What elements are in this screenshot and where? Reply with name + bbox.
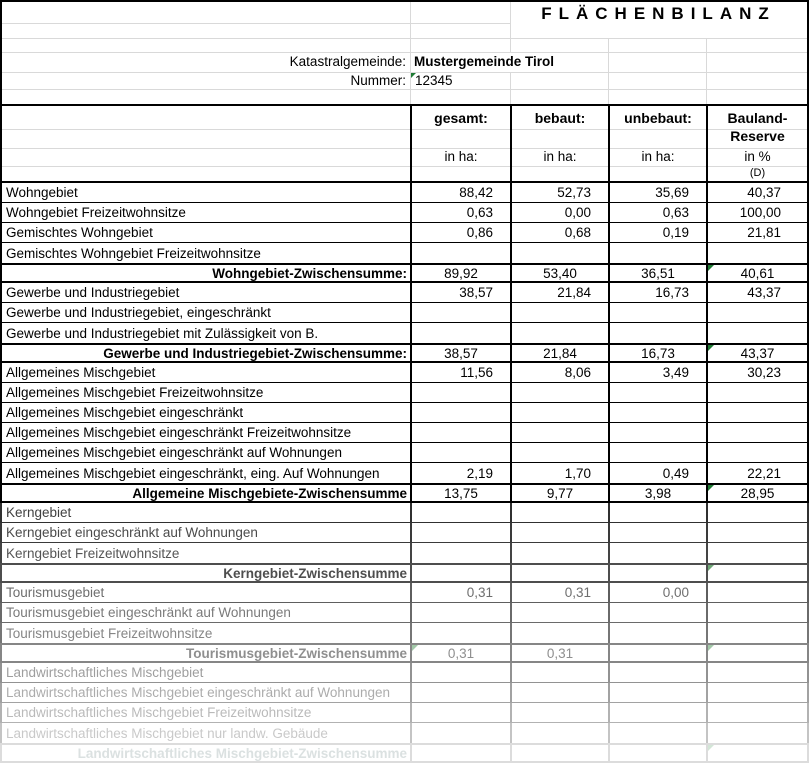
value-cell-bebaut[interactable]: 0,00 [510,203,608,222]
value-cell-gesamt[interactable]: 11,56 [410,363,510,382]
green-corner-marker-icon [708,565,714,571]
row-label-cell[interactable]: Gewerbe und Industriegebiet [6,285,180,300]
value-cell-bebaut[interactable] [510,443,608,462]
value-cell-unbebaut[interactable] [608,303,706,322]
value-cell-gesamt[interactable]: 0,31 [410,645,510,661]
value-cell-unbebaut[interactable] [608,543,706,563]
value-cell-bebaut[interactable]: 53,40 [510,265,608,281]
value-cell-bebaut[interactable]: 21,84 [510,283,608,302]
row-label-cell[interactable]: Allgemeines Mischgebiet eingeschränkt [6,405,244,420]
value-cell-bebaut[interactable] [510,243,608,263]
row-label-cell[interactable]: Kerngebiet [6,505,72,520]
row-label-cell[interactable]: Tourismusgebiet-Zwischensumme [185,645,407,661]
value-cell-bebaut[interactable] [510,745,608,761]
value-cell-gesamt[interactable] [410,303,510,322]
value-cell-gesamt[interactable] [410,523,510,542]
table-row [0,623,809,643]
value-cell-bebaut[interactable] [510,723,608,743]
value-cell-bebaut[interactable] [510,383,608,402]
row-label-cell[interactable]: Landwirtschaftliches Mischgebiet Freizeitwohnsitze [6,705,312,720]
gridline [410,2,411,104]
green-corner-marker-icon [708,645,714,651]
header-caption: Reserve [730,128,785,144]
value-cell-gesamt[interactable] [410,503,510,522]
value-cell-bauland_reserve[interactable] [706,503,807,522]
value-cell-unbebaut[interactable] [608,323,706,343]
table-row [0,303,809,323]
value-cell-gesamt[interactable] [410,623,510,643]
row-label-cell[interactable]: Wohngebiet-Zwischensumme: [212,265,407,281]
value-cell-gesamt[interactable]: 38,57 [410,283,510,302]
value-cell-bauland_reserve[interactable]: 100,00 [706,203,807,222]
value-cell-gesamt[interactable]: 2,19 [410,463,510,483]
subtotal-row [0,343,809,363]
gridline [2,38,807,39]
value-cell-unbebaut[interactable] [608,723,706,743]
header-col-bauland-reserve[interactable] [706,106,807,181]
table-row [0,603,809,623]
value-cell-unbebaut[interactable] [608,645,706,661]
table-header [0,104,809,183]
row-label-cell[interactable]: Tourismusgebiet [6,585,105,600]
value-cell-bauland_reserve[interactable] [706,645,807,661]
value-cell-gesamt[interactable] [410,443,510,462]
table-row [0,203,809,223]
gridline [608,38,609,104]
table-row [0,323,809,343]
table-row [0,463,809,483]
row-label-cell[interactable]: Kerngebiet Freizeitwohnsitze [6,545,180,561]
value-cell-bauland_reserve[interactable] [706,303,807,322]
katastralgemeinde-label[interactable]: Katastralgemeinde: [289,54,406,69]
table-body [0,183,809,763]
row-label-cell[interactable]: Landwirtschaftliches Mischgebiet-Zwischensumme [77,745,407,761]
top-meta-block [0,0,809,104]
value-cell-unbebaut[interactable] [608,745,706,761]
table-row [0,683,809,703]
green-corner-marker-icon [411,73,416,78]
value-cell-gesamt[interactable]: 89,92 [410,265,510,281]
value-cell-gesamt[interactable]: 0,63 [410,203,510,222]
value-cell-unbebaut[interactable] [608,703,706,722]
header-unit: in ha: [543,149,577,164]
subtotal-row [0,263,809,283]
value-cell-bauland_reserve[interactable] [706,383,807,402]
value-cell-gesamt[interactable] [410,723,510,743]
value-cell-bebaut[interactable] [510,683,608,702]
value-cell-unbebaut[interactable] [608,423,706,442]
value-cell-bauland_reserve[interactable]: 40,37 [706,183,807,202]
row-label-cell[interactable]: Tourismusgebiet Freizeitwohnsitze [6,625,213,641]
value-cell-gesamt[interactable] [410,403,510,422]
value-cell-bebaut[interactable]: 8,06 [510,363,608,382]
value-cell-unbebaut[interactable]: 0,63 [608,203,706,222]
value-cell-bebaut[interactable]: 0,68 [510,223,608,242]
value-cell-bebaut[interactable] [510,565,608,581]
table-row [0,383,809,403]
value-cell-bauland_reserve[interactable] [706,243,807,263]
header-caption: Bauland- [727,110,788,126]
value-cell-unbebaut[interactable] [608,443,706,462]
row-label-cell[interactable]: Wohngebiet [6,185,78,200]
value-cell-gesamt[interactable] [410,683,510,702]
value-cell-bebaut[interactable] [510,503,608,522]
gridline [2,23,510,24]
value-cell-unbebaut[interactable]: 3,98 [608,485,706,501]
value-cell-bauland_reserve[interactable] [706,745,807,761]
value-cell-bebaut[interactable] [510,603,608,622]
value-cell-unbebaut[interactable] [608,683,706,702]
gridline [706,38,707,104]
value-cell-bebaut[interactable] [510,423,608,442]
value-cell-unbebaut[interactable] [608,383,706,402]
row-label-cell[interactable]: Tourismusgebiet eingeschränkt auf Wohnungen [6,605,291,620]
row-label-cell[interactable]: Gemischtes Wohngebiet Freizeitwohnsitze [6,245,261,261]
value-cell-gesamt[interactable] [410,383,510,402]
value-cell-unbebaut[interactable]: 16,73 [608,345,706,361]
value-cell-bauland_reserve[interactable] [706,703,807,722]
value-cell-unbebaut[interactable]: 16,73 [608,283,706,302]
header-unit: in ha: [444,149,478,164]
table-row [0,503,809,523]
header-col-gesamt[interactable] [410,106,510,181]
value-cell-bauland_reserve[interactable] [706,403,807,422]
value-cell-bebaut[interactable]: 52,73 [510,183,608,202]
value-cell-bauland_reserve[interactable] [706,623,807,643]
table-row [0,443,809,463]
value-cell-bauland_reserve[interactable]: 43,37 [706,283,807,302]
subtotal-row [0,483,809,503]
subtotal-row [0,563,809,583]
value-cell-gesamt[interactable] [410,543,510,563]
value-cell-unbebaut[interactable] [608,623,706,643]
value-cell-bebaut[interactable] [510,323,608,343]
value-cell-gesamt[interactable] [410,663,510,682]
table-row [0,363,809,383]
value-cell-bauland_reserve[interactable] [706,565,807,581]
value-cell-bebaut[interactable] [510,303,608,322]
value-cell-unbebaut[interactable] [608,663,706,682]
value-cell-unbebaut[interactable] [608,603,706,622]
value-cell-bebaut[interactable]: 9,77 [510,485,608,501]
value-cell-unbebaut[interactable]: 3,49 [608,363,706,382]
value-cell-bebaut[interactable] [510,523,608,542]
green-corner-marker-icon [708,345,714,351]
green-corner-marker-icon [708,745,714,751]
table-row [0,583,809,603]
value-cell-unbebaut[interactable]: 0,00 [608,583,706,602]
header-col-unbebaut[interactable] [608,106,706,181]
row-label-cell[interactable]: Landwirtschaftliches Mischgebiet nur landw. Gebäude [6,725,328,741]
value-cell-bauland_reserve[interactable] [706,543,807,563]
table-row [0,283,809,303]
value-cell-bebaut[interactable]: 1,70 [510,463,608,483]
value-cell-bauland_reserve[interactable] [706,323,807,343]
row-label-cell[interactable]: Gewerbe und Industriegebiet-Zwischensumme: [103,345,407,361]
value-cell-bauland_reserve[interactable]: 40,61 [706,265,807,281]
value-cell-unbebaut[interactable]: 0,49 [608,463,706,483]
table-row [0,183,809,203]
sheet-title[interactable]: FLÄCHENBILANZ [541,4,776,23]
value-cell-bauland_reserve[interactable] [706,423,807,442]
header-footnote: (D) [749,167,766,179]
value-cell-gesamt[interactable]: 0,86 [410,223,510,242]
header-caption: bebaut: [534,110,586,126]
value-cell-gesamt[interactable] [410,323,510,343]
value-cell-unbebaut[interactable] [608,565,706,581]
value-cell-gesamt[interactable] [410,603,510,622]
table-row [0,403,809,423]
value-cell-gesamt[interactable]: 13,75 [410,485,510,501]
green-corner-marker-icon [708,485,714,491]
row-label-cell[interactable]: Allgemeines Mischgebiet eingeschränkt auf Wohnungen [6,445,342,460]
value-cell-unbebaut[interactable]: 0,19 [608,223,706,242]
value-cell-bebaut[interactable] [510,543,608,563]
row-label-cell[interactable]: Allgemeines Mischgebiet eingeschränkt Freizeitwohnsitze [6,425,352,440]
value-cell-bebaut[interactable] [510,623,608,643]
nummer-label[interactable]: Nummer: [350,73,406,88]
table-row [0,223,809,243]
table-row [0,723,809,743]
value-cell-bauland_reserve[interactable] [706,603,807,622]
value-cell-unbebaut[interactable]: 35,69 [608,183,706,202]
row-label-cell[interactable]: Landwirtschaftliches Mischgebiet [6,665,204,680]
value-cell-bebaut[interactable]: 21,84 [510,345,608,361]
value-cell-gesamt[interactable] [410,565,510,581]
table-row [0,243,809,263]
value-cell-bauland_reserve[interactable] [706,663,807,682]
header-caption: gesamt: [434,110,488,126]
subtotal-row [0,743,809,763]
row-label-cell[interactable]: Kerngebiet-Zwischensumme [223,565,407,581]
subtotal-row [0,643,809,663]
value-cell-bebaut[interactable]: 0,31 [510,645,608,661]
value-cell-bauland_reserve[interactable]: 30,23 [706,363,807,382]
value-cell-gesamt[interactable]: 38,57 [410,345,510,361]
value-cell-bebaut[interactable] [510,403,608,422]
value-cell-bebaut[interactable] [510,703,608,722]
row-label-cell[interactable]: Wohngebiet Freizeitwohnsitze [6,205,186,220]
row-label-cell[interactable]: Allgemeines Mischgebiet eingeschränkt, eing. Auf Wohnungen [6,465,380,481]
value-cell-bauland_reserve[interactable] [706,583,807,602]
value-cell-unbebaut[interactable]: 36,51 [608,265,706,281]
value-cell-bauland_reserve[interactable] [706,723,807,743]
value-cell-bauland_reserve[interactable]: 43,37 [706,345,807,361]
value-cell-gesamt[interactable]: 0,31 [410,583,510,602]
value-cell-unbebaut[interactable] [608,243,706,263]
row-label-cell[interactable]: Gewerbe und Industriegebiet, eingeschränkt [6,305,271,320]
row-label-cell[interactable]: Gemischtes Wohngebiet [6,225,153,240]
value-cell-bauland_reserve[interactable] [706,683,807,702]
value-cell-unbebaut[interactable] [608,503,706,522]
value-cell-bauland_reserve[interactable]: 22,21 [706,463,807,483]
value-cell-gesamt[interactable] [410,423,510,442]
gridline [2,89,807,90]
header-unit: in % [744,149,771,164]
header-col-labels[interactable] [2,106,410,181]
row-label-cell[interactable]: Allgemeines Mischgebiet Freizeitwohnsitze [6,385,264,400]
value-cell-bebaut[interactable]: 0,31 [510,583,608,602]
value-cell-gesamt[interactable] [410,745,510,761]
value-cell-bebaut[interactable] [510,663,608,682]
nummer-value-cell[interactable]: 12345 [415,73,453,88]
row-label-cell[interactable]: Gewerbe und Industriegebiet mit Zulässigkeit von B. [6,325,319,341]
gridline [510,72,511,104]
table-row [0,423,809,443]
green-corner-marker-icon [412,645,418,651]
row-label-cell[interactable]: Allgemeines Mischgebiet [6,365,156,380]
value-cell-bauland_reserve[interactable]: 28,95 [706,485,807,501]
value-cell-unbebaut[interactable] [608,403,706,422]
table-row [0,523,809,543]
row-label-cell[interactable]: Kerngebiet eingeschränkt auf Wohnungen [6,525,258,540]
value-cell-gesamt[interactable] [410,243,510,263]
value-cell-gesamt[interactable] [410,703,510,722]
value-cell-unbebaut[interactable] [608,523,706,542]
value-cell-bauland_reserve[interactable] [706,523,807,542]
row-label-cell[interactable]: Allgemeine Mischgebiete-Zwischensumme [132,485,407,501]
katastralgemeinde-value-cell[interactable]: Mustergemeinde Tirol [414,54,555,69]
row-label-cell[interactable]: Landwirtschaftliches Mischgebiet eingeschränkt auf Wohnungen [6,685,390,700]
value-cell-gesamt[interactable]: 88,42 [410,183,510,202]
value-cell-bauland_reserve[interactable] [706,443,807,462]
header-col-bebaut[interactable] [510,106,608,181]
header-unit: in ha: [641,149,675,164]
table-row [0,703,809,723]
header-caption: unbebaut: [624,110,692,126]
green-corner-marker-icon [708,265,714,271]
table-row [0,543,809,563]
value-cell-bauland_reserve[interactable]: 21,81 [706,223,807,242]
table-row [0,663,809,683]
